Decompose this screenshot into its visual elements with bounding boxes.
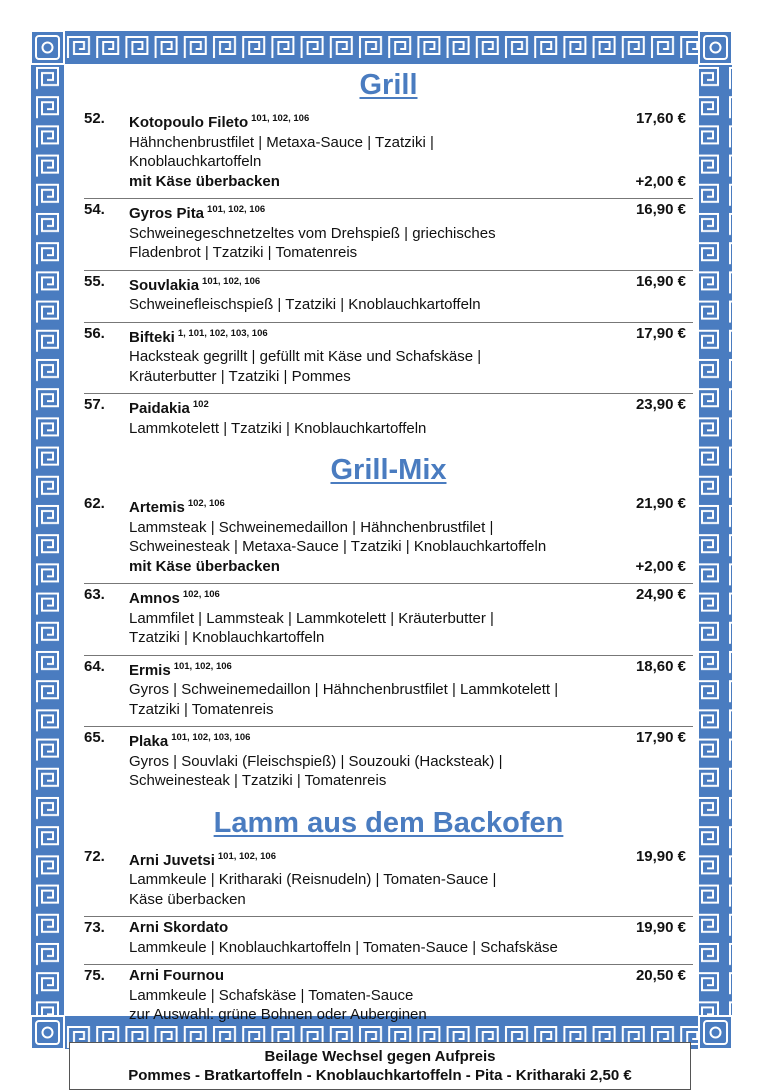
item-price: 17,90 € <box>632 728 686 748</box>
extra-label: mit Käse überbacken <box>129 172 280 190</box>
allergen-codes: 101, 102, 106 <box>202 275 261 287</box>
menu-item <box>84 727 693 798</box>
item-title-line <box>129 966 693 986</box>
item-number: 75. <box>84 967 105 984</box>
sides-exchange-box <box>69 1042 691 1090</box>
menu-item <box>84 917 693 965</box>
item-price: 23,90 € <box>632 395 686 415</box>
item-title-line <box>129 494 693 518</box>
item-title-line <box>129 324 693 348</box>
menu-content <box>84 68 693 1090</box>
menu-item <box>84 108 693 199</box>
allergen-codes: 101, 102, 106 <box>251 113 310 124</box>
allergen-codes: 101, 102, 106 <box>217 850 276 862</box>
allergen-codes: 102, 106 <box>182 589 220 600</box>
allergen-codes: 102 <box>192 399 209 410</box>
item-description: Lammkotelett | Tzatziki | Knoblauchkartoffeln <box>129 419 427 437</box>
item-body <box>129 109 693 191</box>
item-body <box>129 728 693 791</box>
item-name: Bifteki <box>129 328 175 346</box>
item-title-line <box>129 395 693 419</box>
extra-price: +2,00 € <box>635 557 686 575</box>
item-body <box>129 272 693 315</box>
allergen-codes: 1, 101, 102, 103, 106 <box>177 327 268 339</box>
item-description: Schweinesteak | Metaxa-Sauce | Tzatziki | Knoblauchkartoffeln <box>129 538 547 555</box>
item-name: Amnos <box>129 590 180 607</box>
item-number: 56. <box>84 324 105 342</box>
item-number: 72. <box>84 847 105 865</box>
item-description: Schweinesteak | Tzatziki | Tomatenreis <box>129 772 387 789</box>
item-title-line <box>129 657 693 681</box>
item-description: Gyros | Schweinemedaillon | Hähnchenbrustfilet | Lammkotelett | <box>129 681 559 698</box>
section-heading: Grill <box>359 69 418 101</box>
item-description: zur Auswahl: grüne Bohnen oder Auberginen <box>129 1006 427 1023</box>
item-description: Tzatziki | Knoblauchkartoffeln <box>129 629 325 646</box>
item-body <box>129 200 693 263</box>
item-price: 17,90 € <box>632 324 686 344</box>
item-description: Lammkeule | Kritharaki (Reisnudeln) | Tomaten-Sauce | <box>129 871 497 888</box>
item-description: Hacksteak gegrillt | gefüllt mit Käse und Schafskäse | <box>129 348 482 365</box>
item-extra-option <box>129 172 693 192</box>
extra-label: mit Käse überbacken <box>129 557 280 575</box>
item-name: Arni Juvetsi <box>129 851 215 869</box>
item-price: 18,60 € <box>632 657 686 677</box>
item-number: 54. <box>84 201 105 218</box>
item-description: Schweinefleischspieß | Tzatziki | Knoblauchkartoffeln <box>129 296 481 313</box>
menu-item <box>84 271 693 323</box>
item-body <box>129 494 693 576</box>
item-name: Paidakia <box>129 400 190 417</box>
item-title-line <box>129 728 693 752</box>
section-heading: Grill-Mix <box>330 454 447 486</box>
item-title-line <box>129 585 693 609</box>
item-description: Tzatziki | Tomatenreis <box>129 700 274 718</box>
item-number: 63. <box>84 586 105 603</box>
menu-item <box>84 584 693 656</box>
item-description: Fladenbrot | Tzatziki | Tomatenreis <box>129 244 358 261</box>
item-price: 24,90 € <box>632 585 686 605</box>
item-description: Lammfilet | Lammsteak | Lammkotelett | Kräuterbutter | <box>129 609 494 627</box>
item-description: Knoblauchkartoffeln <box>129 153 262 170</box>
allergen-codes: 101, 102, 106 <box>173 660 232 672</box>
item-description: Käse überbacken <box>129 890 246 908</box>
item-description: Lammsteak | Schweinemedaillon | Hähnchenbrustfilet | <box>129 518 494 536</box>
item-name: Arni Fournou <box>129 967 224 984</box>
item-name: Artemis <box>129 499 185 516</box>
menu-item <box>84 656 693 728</box>
item-title-line <box>129 847 693 871</box>
item-name: Gyros Pita <box>129 205 205 222</box>
item-price: 19,90 € <box>632 847 686 867</box>
item-name: Arni Skordato <box>129 919 229 936</box>
item-price: 21,90 € <box>632 494 686 514</box>
item-number: 65. <box>84 729 105 746</box>
allergen-codes: 102, 106 <box>187 498 225 509</box>
item-price: 19,90 € <box>632 918 686 938</box>
item-body <box>129 657 693 720</box>
extra-price: +2,00 € <box>635 172 686 190</box>
section-heading: Lamm aus dem Backofen <box>213 806 564 839</box>
item-description: Lammkeule | Schafskäse | Tomaten-Sauce <box>129 986 414 1004</box>
item-description: Schweinegeschnetzeltes vom Drehspieß | griechisches <box>129 224 496 242</box>
item-price: 17,60 € <box>632 109 686 129</box>
item-title-line <box>129 200 693 224</box>
item-description: Hähnchenbrustfilet | Metaxa-Sauce | Tzatziki | <box>129 133 434 151</box>
item-number: 52. <box>84 110 105 127</box>
menu-item <box>84 323 693 395</box>
item-extra-option <box>129 557 693 577</box>
item-body <box>129 585 693 648</box>
item-price: 16,90 € <box>632 272 686 292</box>
item-body <box>129 966 693 1025</box>
item-description: Lammkeule | Knoblauchkartoffeln | Tomaten-Sauce | Schafskäse <box>129 938 558 956</box>
item-name: Ermis <box>129 661 171 679</box>
item-number: 55. <box>84 272 105 290</box>
menu-item <box>84 394 693 445</box>
item-title-line <box>129 272 693 296</box>
sides-box-title: Beilage Wechsel gegen Aufpreis <box>264 1047 496 1065</box>
item-number: 64. <box>84 657 105 675</box>
item-price: 16,90 € <box>632 200 686 220</box>
item-number: 73. <box>84 919 105 936</box>
item-number: 62. <box>84 495 105 512</box>
item-name: Plaka <box>129 733 169 750</box>
item-body <box>129 324 693 387</box>
menu-sections <box>84 68 693 1032</box>
allergen-codes: 101, 102, 103, 106 <box>171 732 251 743</box>
item-title-line <box>129 109 693 133</box>
item-body <box>129 847 693 910</box>
menu-item <box>84 199 693 271</box>
item-description: Kräuterbutter | Tzatziki | Pommes <box>129 367 351 385</box>
menu-item <box>84 846 693 918</box>
item-body <box>129 918 693 957</box>
item-number: 57. <box>84 396 105 413</box>
item-title-line <box>129 918 693 938</box>
item-body <box>129 395 693 438</box>
item-name: Kotopoulo Fileto <box>129 114 249 131</box>
item-description: Gyros | Souvlaki (Fleischspieß) | Souzouki (Hacksteak) | <box>129 752 503 770</box>
menu-item <box>84 965 693 1032</box>
sides-box-text: Pommes - Bratkartoffeln - Knoblauchkartoffeln - Pita - Kritharaki 2,50 € <box>128 1067 632 1084</box>
menu-item <box>84 493 693 584</box>
item-price: 20,50 € <box>632 966 686 986</box>
item-name: Souvlakia <box>129 276 200 294</box>
allergen-codes: 101, 102, 106 <box>207 204 266 215</box>
